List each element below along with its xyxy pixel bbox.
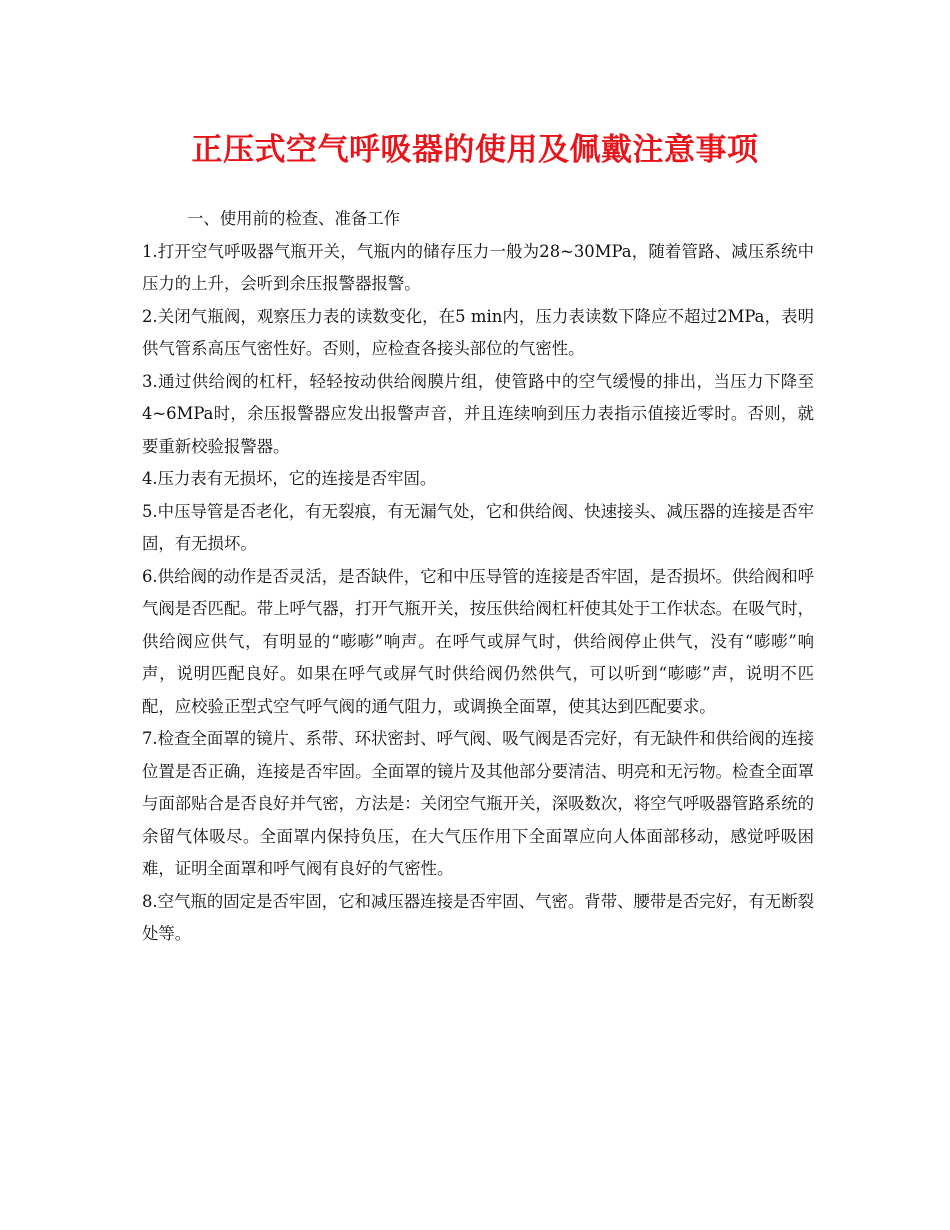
paragraph-item-5: 5.中压导管是否老化，有无裂痕，有无漏气处，它和供给阀、快速接头、减压器的连接是否牢固，有无损坏。 [142,501,814,553]
paragraph-item-3: 3.通过供给阀的杠杆，轻轻按动供给阀膜片组，使管路中的空气缓慢的排出，当压力下降至4~6MPa时，余压报警器应发出报警声音，并且连续响到压力表指示值接近零时。否则，就要重新校验报警器。 [142,371,814,456]
section-heading: 一、使用前的检查、准备工作 [187,209,401,228]
paragraph-item-6: 6.供给阀的动作是否灵活，是否缺件，它和中压导管的连接是否牢固，是否损坏。供给阀和呼气阀是否匹配。带上呼气器，打开气瓶开关，按压供给阀杠杆使其处于工作状态。在吸气时，供给阀应供气，有明显的“嘭嘭”响声。在呼气或屏气时，供给阀停止供气，没有“嘭嘭”响声，说明匹配良好。如果在呼气或屏气时供给阀仍然供气，可以听到“嘭嘭”声，说明不匹配，应校验正型式空气呼气阀的通气阻力，或调换全面罩，使其达到匹配要求。 [142,566,815,716]
paragraph-item-4: 4.压力表有无损坏，它的连接是否牢固。 [142,469,437,488]
paragraph-item-7: 7.检查全面罩的镜片、系带、环状密封、呼气阀、吸气阀是否完好，有无缺件和供给阀的连接位置是否正确，连接是否牢固。全面罩的镜片及其他部分要清洁、明亮和无污物。检查全面罩与面部贴合是否良好并气密，方法是：关闭空气瓶开关，深吸数次，将空气呼吸器管路系统的余留气体吸尽。全面罩内保持负压，在大气压作用下全面罩应向人体面部移动，感觉呼吸困难，证明全面罩和呼气阀有良好的气密性。 [142,729,815,878]
paragraph-item-2: 2.关闭气瓶阀，观察压力表的读数变化，在5 min内，压力表读数下降应不超过2MPa，表明供气管系高压气密性好。否则，应检查各接头部位的气密性。 [142,306,814,358]
paragraph-item-1: 1.打开空气呼吸器气瓶开关，气瓶内的储存压力一般为28~30MPa，随着管路、减压系统中压力的上升，会听到余压报警器报警。 [142,241,814,293]
document-body [142,203,814,951]
paragraph-item-8: 8.空气瓶的固定是否牢固，它和减压器连接是否牢固、气密。背带、腰带是否完好，有无断裂处等。 [142,891,814,943]
document-title: 正压式空气呼吸器的使用及佩戴注意事项 [191,132,759,168]
